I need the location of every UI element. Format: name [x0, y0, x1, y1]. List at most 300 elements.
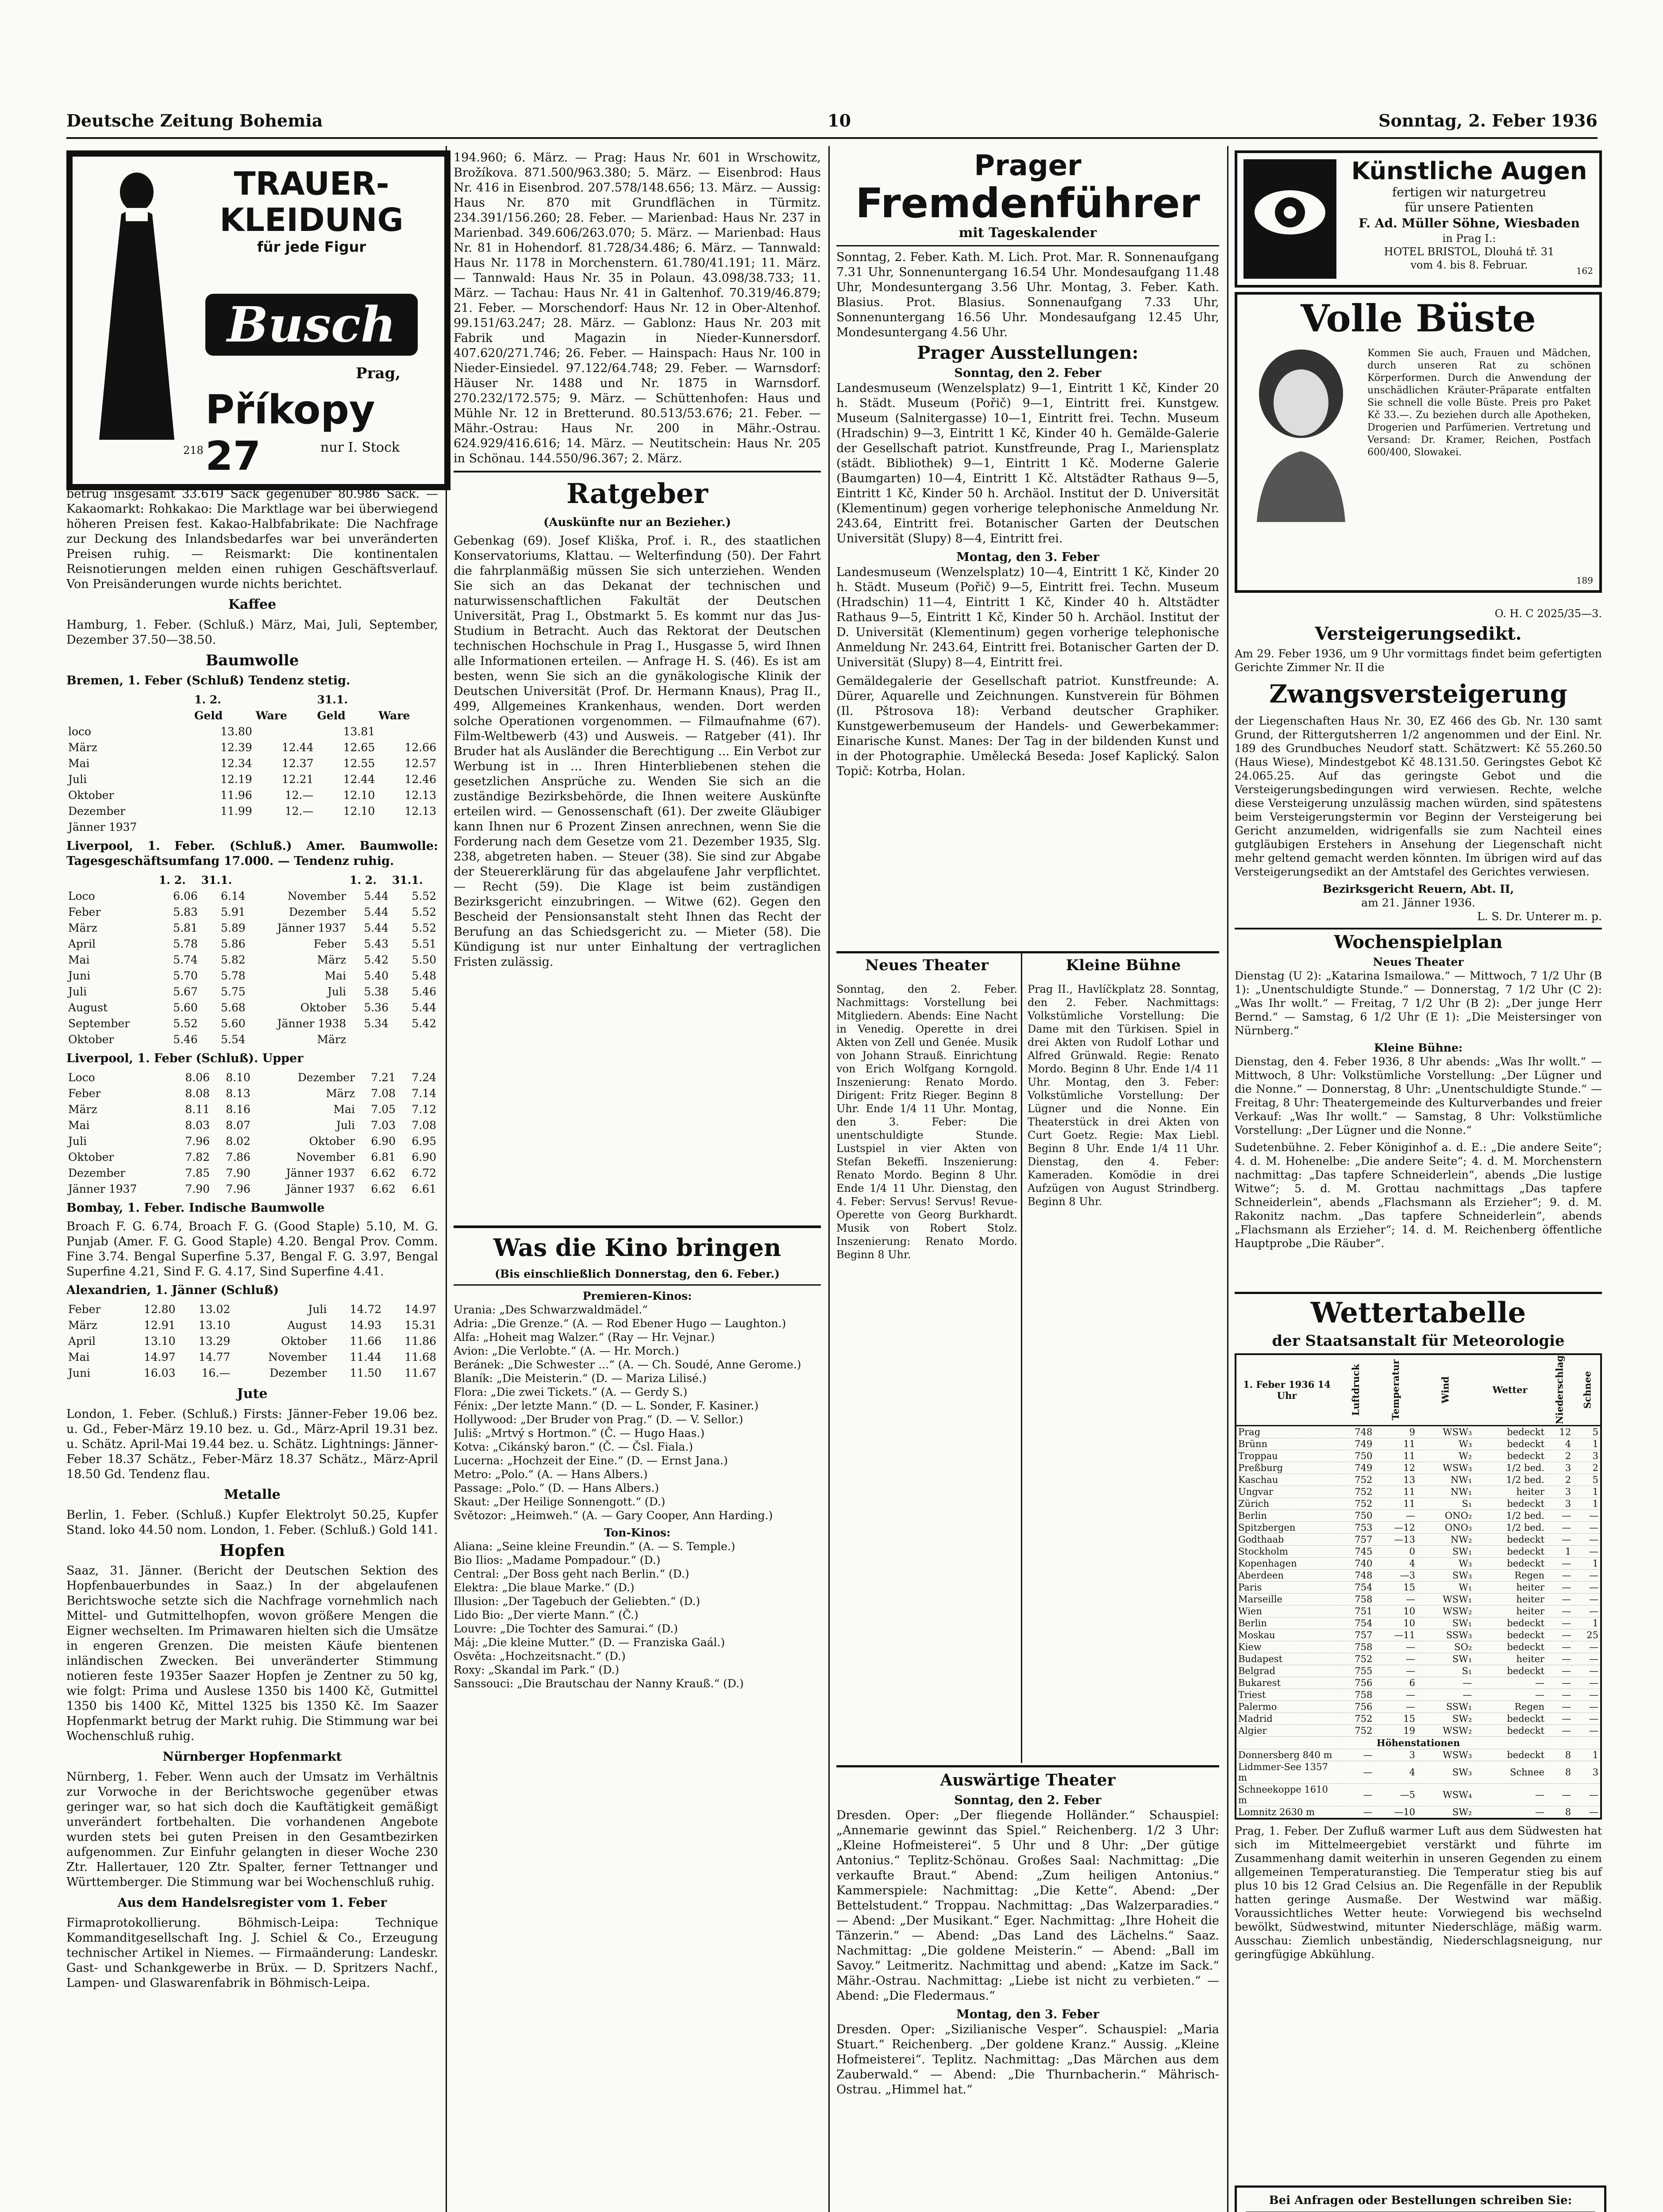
table-row	[66, 1133, 438, 1149]
table-cell: März	[326, 1087, 355, 1100]
table-cell: 12.66	[404, 741, 436, 754]
table-cell: Palermo	[1236, 1701, 1337, 1713]
table-cell: November	[287, 890, 346, 902]
metalle-text: Berlin, 1. Feber. (Schluß.) Kupfer Elektrolyt 50.25, Kupfer Stand. loko 44.50 nom. London, 1. Feber. (Schluß.) Gold 141.	[66, 1508, 438, 1537]
table-cell: SW₁	[1417, 1545, 1474, 1557]
table-row	[1236, 1474, 1601, 1486]
table-cell: 1	[1573, 1749, 1601, 1761]
table-cell: heiter	[1474, 1486, 1546, 1498]
table-cell: 753	[1337, 1521, 1374, 1533]
jute-heading: Jute	[237, 1386, 268, 1402]
table-cell: Jänner 1938	[277, 1017, 346, 1030]
table-cell: —	[1573, 1713, 1601, 1724]
wochen-neues-heading: Neues Theater	[1373, 956, 1464, 968]
table-cell: 5.44	[364, 906, 389, 918]
table-cell: 752	[1337, 1724, 1374, 1736]
table-cell: 758	[1337, 1593, 1374, 1605]
neues-theater-heading: Neues Theater	[865, 956, 989, 974]
table-cell: Moskau	[1236, 1629, 1337, 1641]
table-cell: SW₂	[1417, 1806, 1474, 1819]
table-cell: Oktober	[281, 1335, 327, 1348]
table-cell: Madrid	[1236, 1713, 1337, 1724]
table-cell: 750	[1337, 1509, 1374, 1521]
table-cell: 1	[1573, 1498, 1601, 1509]
augen-firm: F. Ad. Müller Söhne, Wiesbaden	[1359, 216, 1580, 230]
kalender-text: Sonntag, 2. Feber. Kath. M. Lich. Prot. Mar. R. Sonnenaufgang 7.31 Uhr, Sonnenuntergang 16.54 Uhr. Mondesaufgang 11.48 Uhr, Mondesuntergang 3.56 Uhr. Montag, 3. Feber. Kath. Blasius. Prot. Blasius. Sonnenaufgang 7.33 Uhr, Sonnenuntergang 16.56 Uhr. Mondesaufgang 12.45 Uhr, Mondesuntergang 4.56 Uhr.	[836, 250, 1219, 339]
table-row	[66, 1349, 438, 1365]
table-cell: Triest	[1236, 1689, 1337, 1701]
nurnberg-text: Nürnberg, 1. Feber. Wenn auch der Umsatz im Verhältnis zur Vorwoche in der Berichtswoche gegenüber etwas geringer war, so hat sich doch die Kauftätigkeit gemäßigt unverändert fortbehalten. Die vorhandenen Angebote wurden stets bei guten Preisen in den Gesamtbezirken aufgenommen. Zur Einfuhr gelangten in dieser Woche 230 Ztr. Hallertauer, 120 Ztr. Spalter, ferner Tettnanger und Württemberger. Die Stimmung war bei Wochenschluß ruhig.	[66, 1770, 438, 1889]
table-cell: Oktober	[68, 789, 114, 802]
table-cell: 11.67	[404, 1367, 436, 1379]
list-item: Fénix: „Der letzte Mann.“ (D. — L. Sonder, F. Kasiner.)	[454, 1399, 759, 1412]
table-header: 31.1.	[317, 693, 348, 706]
table-row	[1236, 1806, 1601, 1819]
table-cell: —	[1573, 1545, 1601, 1557]
indisch-heading: Bombay, 1. Feber. Indische Baumwolle	[66, 1201, 325, 1215]
table-cell: —	[1374, 1665, 1417, 1677]
table-cell: 11.50	[350, 1367, 382, 1379]
verst-text: Am 29. Feber 1936, um 9 Uhr vormittags findet beim gefertigten Gerichte Zimmer Nr. II die	[1235, 647, 1602, 674]
zwang-text: der Liegenschaften Haus Nr. 30, EZ 466 des Gb. Nr. 130 samt Grund, der Rittergutsherren 1/2 angenommen und der Einl. Nr. 189 des Grundbuches Neudorf statt. Schätzwert: Kč 55.260.50 (Haus Wiese), Mindestgebot Kč 48.131.50. Geringstes Gebot Kč 24.065.25. Auf das geringste Gebot und die Versteigerungsbedingungen wird verwiesen. Rechte, welche diese Versteigerung unzulässig machen würden, sind spätestens beim Versteigerungstermin vor Beginn der Versteigerung bei Gericht anzumelden, widrigenfalls sie zum Nachteil eines gutgläubigen Erstehers in Ansehung der Liegenschaft nicht mehr geltend gemacht werden könnten. Im übrigen wird auf das Versteigerungsedikt an der Amtstafel des Gerichtes verwiesen.	[1235, 714, 1602, 878]
kunstliche-augen-ad	[1235, 150, 1602, 296]
bremen-line: Bremen, 1. Feber (Schluß) Tendenz stetig.	[66, 674, 350, 687]
table-cell: Juni	[68, 969, 91, 982]
table-cell: 1/2 bed.	[1474, 1509, 1546, 1521]
table-header: Ware	[255, 709, 287, 722]
table-cell: 745	[1337, 1545, 1374, 1557]
table-cell: —	[1546, 1653, 1573, 1665]
list-item: Blaník: „Die Meisterin.“ (D. — Mariza Lilisé.)	[454, 1372, 707, 1385]
table-cell: 6.62	[371, 1183, 396, 1195]
table-cell: 2	[1546, 1450, 1573, 1462]
table-cell: Troppau	[1236, 1450, 1337, 1462]
table-cell: Mai	[68, 1119, 90, 1132]
table-row	[66, 803, 438, 819]
table-cell: 758	[1337, 1641, 1374, 1653]
table-cell: September	[68, 1017, 130, 1030]
table-cell	[390, 1032, 438, 1048]
table-cell: WSW₄	[1417, 1783, 1474, 1806]
table-cell: 5.46	[412, 985, 436, 998]
table-cell: Juli	[68, 1135, 87, 1148]
ratgeber-subheading: (Auskünfte nur an Bezieher.)	[543, 516, 731, 529]
table-cell: 6.95	[412, 1135, 436, 1148]
table-cell: NW₂	[1417, 1533, 1474, 1545]
premieren-heading: Premieren-Kinos:	[582, 1290, 692, 1302]
table-cell: 2	[1573, 1462, 1601, 1474]
table-cell: —	[1546, 1521, 1573, 1533]
table-cell: heiter	[1474, 1653, 1546, 1665]
buste-title: Volle Büste	[1301, 296, 1536, 340]
metalle-heading: Metalle	[224, 1487, 281, 1502]
table-cell: 12.34	[220, 757, 252, 770]
table-cell: 5	[1573, 1474, 1601, 1486]
table-cell: Juli	[327, 985, 346, 998]
table-cell: —	[1417, 1677, 1474, 1689]
table-cell: Dezember	[68, 805, 126, 818]
hohen-heading: Höhenstationen	[1236, 1736, 1601, 1749]
table-cell: 13	[1374, 1474, 1417, 1486]
table-row	[1236, 1653, 1601, 1665]
table-cell: 7.12	[412, 1103, 436, 1116]
table-cell: 8	[1546, 1806, 1573, 1819]
table-cell: 5.74	[173, 953, 198, 966]
table-cell: 13.81	[343, 725, 375, 738]
table-cell: 8.16	[226, 1103, 250, 1116]
table-header	[66, 872, 157, 888]
wochenspielplan-heading: Wochenspielplan	[1334, 932, 1503, 952]
list-item: Roxy: „Skandal im Park.“ (D.)	[454, 1663, 620, 1676]
ratgeber-text: Gebenkag (69). Josef Kliška, Prof. i. R., des staatlichen Konservatoriums, Klattau. — Welterfindung (50). Der Fahrt die fahrplanmäßig müssen Sie sich unterziehen. Wenden Sie sich an das Dekanat der technischen und naturwissenschaftlichen Fakultät der Deutschen Universität, Prag I., Obstmarkt 5. Es kommt nur das Jus-Studium in Betracht. Auch das Rektorat der Deutschen technischen Hochschule in Prag I., Husgasse 5, wird Ihnen alle Informationen erteilen. — Anfrage H. S. (46). Es ist am besten, wenn Sie sich an die gynäkologische Klinik der Deutschen Universität (Prof. Dr. Hermann Knaus), Prag II., 499, Allgemeines Krankenhaus, wenden. Dort werden solche Operationen vorgenommen. — Filmaufnahme (67). Film-Weltbewerb (43) und Ausweis. — Ratgeber (41). Ihr Bruder hat als Ausländer die Berechtigung ... Ein Verbot zur Werbung ist in ... Ihren Hinterbliebenen stehen die gesetzlichen Ansprüche zu. Wenden Sie sich an die zuständige Bezirksbehörde, die Ihnen weitere Auskünfte erteilen wird. — Genossenschaft (61). Der zweite Gläubiger kann Ihnen nur 6 Prozent Zinsen anrechnen, wenn Sie die Forderung nach dem Gesetze vom 21. Dezember 1935, Slg. 238, abgetreten haben. — Steuer (38). Sie sind zur Abgabe der Steuererklärung für das abgelaufene Jahr verpflichtet. — Recht (59). Die Klage ist beim zuständigen Bezirksgericht einzubringen. — Witwe (62). Gegen den Bescheid der Pensionsanstalt steht Ihnen das Recht der Berufung an das Schiedsgericht zu. — Mieter (58). Die Kündigung ist nur unter Einhaltung der vertraglichen Fristen zulässig.	[454, 534, 821, 969]
kaffee-heading: Kaffee	[228, 597, 277, 612]
list-item: Alfa: „Hoheit mag Walzer.“ (Ray — Hr. Vejnar.)	[454, 1331, 715, 1344]
market-intro: betrug insgesamt 33.619 Sack gegenüber 80.986 Sack. — Kakaomarkt: Rohkakao: Die Marktlage war bei überwiegend höheren Preisen fest. Kakao-Halbfabrikate: Die Nachfrage zur Deckung des Inlandsbedarfes war bei unveränderten Preisen ruhig. — Reismarkt: Die kontinentalen Reisnotierungen melden einen ruhigen Geschäftsverlauf. Von Preisänderungen wurde nichts berichtet.	[66, 487, 438, 591]
table-cell: —	[1546, 1783, 1573, 1806]
zwang-court: Bezirksgericht Reuern, Abt. II,	[1322, 883, 1514, 895]
table-cell: 6.62	[371, 1167, 396, 1179]
table-cell	[192, 819, 254, 835]
table-cell: 3	[1374, 1749, 1417, 1761]
table-header-row	[66, 692, 438, 708]
baumwolle-heading: Baumwolle	[205, 652, 299, 669]
table-cell: bedeckt	[1474, 1498, 1546, 1509]
kleine-buhne-section	[1028, 953, 1219, 1763]
table-cell: 5.60	[173, 1001, 198, 1014]
table-cell: 5.42	[412, 1017, 436, 1030]
table-row	[1236, 1498, 1601, 1509]
table-cell: 11.99	[220, 805, 252, 818]
table-cell: bedeckt	[1474, 1629, 1546, 1641]
table-cell: —	[1474, 1783, 1546, 1806]
table-header: Temperatur	[1390, 1359, 1401, 1421]
zwang-signature: L. S. Dr. Unterer m. p.	[1477, 910, 1602, 923]
wetter-table	[1235, 1353, 1602, 1820]
table-cell: Jänner 1937	[286, 1167, 355, 1179]
table-cell: bedeckt	[1474, 1557, 1546, 1569]
table-row	[1236, 1617, 1601, 1629]
table-cell: SW₁	[1417, 1617, 1474, 1629]
table-cell: —	[1546, 1605, 1573, 1617]
table-cell: März	[68, 1103, 97, 1116]
alex-table	[66, 1302, 438, 1381]
table-cell: 756	[1337, 1677, 1374, 1689]
table-cell: NW₁	[1417, 1486, 1474, 1498]
table-cell: 12.10	[343, 789, 375, 802]
table-cell: 5.40	[364, 969, 389, 982]
list-item: Illusion: „Der Tagebuch der Geliebten.“ (D.)	[454, 1595, 701, 1608]
table-cell: Juli	[68, 985, 87, 998]
table-cell: SW₃	[1417, 1569, 1474, 1581]
table-cell: 1/2 bed.	[1474, 1474, 1546, 1486]
table-cell: 11.66	[350, 1335, 382, 1348]
table-cell: —	[1474, 1677, 1546, 1689]
table-cell: WSW₁	[1417, 1593, 1474, 1605]
table-row	[66, 1165, 438, 1181]
table-cell: —	[1474, 1689, 1546, 1701]
table-cell: 12.13	[404, 789, 436, 802]
table-cell: Berlin	[1236, 1617, 1337, 1629]
liverpool-line: Liverpool, 1. Feber. (Schluß.) Amer. Baumwolle: Tagesgeschäftsumfang 17.000. — Tendenz ruhig.	[66, 839, 438, 868]
table-cell: 11.68	[404, 1351, 436, 1363]
table-cell: 14.77	[198, 1351, 231, 1363]
table-cell: W₃	[1417, 1557, 1474, 1569]
table-cell: 1	[1573, 1557, 1601, 1569]
table-cell: —	[1337, 1783, 1374, 1806]
table-cell: ONO₃	[1417, 1521, 1474, 1533]
table-cell: 3	[1546, 1486, 1573, 1498]
issue-date: Sonntag, 2. Feber 1936	[1378, 111, 1598, 131]
table-cell: 5.81	[173, 922, 198, 934]
table-cell: Mai	[324, 969, 346, 982]
table-cell: 13.10	[198, 1319, 231, 1332]
kino-column	[454, 1225, 821, 2212]
table-cell: —	[1573, 1806, 1601, 1819]
table-header: Schnee	[1582, 1371, 1593, 1409]
table-cell: bedeckt	[1474, 1533, 1546, 1545]
list-item: Máj: „Die kleine Mutter.“ (D. — Franziska Gaál.)	[454, 1636, 725, 1649]
list-item: Central: „Der Boss geht nach Berlin.“ (D.)	[454, 1567, 689, 1580]
table-cell: WSW₂	[1417, 1724, 1474, 1736]
table-cell: bedeckt	[1474, 1665, 1546, 1677]
table-cell: SW₂	[1417, 1713, 1474, 1724]
table-cell: Dezember	[297, 1071, 355, 1084]
table-cell: —	[1573, 1724, 1601, 1736]
auswartige-montag-heading: Montag, den 3. Feber	[956, 2008, 1099, 2021]
table-cell: bedeckt	[1474, 1425, 1546, 1438]
table-cell: 5.60	[221, 1017, 246, 1030]
table-cell: Preßburg	[1236, 1462, 1337, 1474]
auswartige-montag-text: Dresden. Oper: „Sizilianische Vesper“. Schauspiel: „Maria Stuart.“ Reichenberg. „Der goldene Kranz.“ Aussig. „Kleine Hofmeisterei“. Teplitz. Nachmittag: „Das Märchen aus dem Zauberwald.“ — Abend: „Die Thurnbacherin.“ Mährisch-Ostrau. „Himmel hat.“	[836, 2023, 1219, 2097]
table-cell: —	[1374, 1641, 1417, 1653]
table-row	[66, 724, 438, 740]
table-cell: 12.65	[343, 741, 375, 754]
fremden-title-2: Fremdenführer	[855, 180, 1200, 227]
table-cell	[315, 819, 377, 835]
table-cell: W₂	[1417, 1450, 1474, 1462]
table-cell: 7.08	[371, 1087, 396, 1100]
table-cell: Stockholm	[1236, 1545, 1337, 1557]
table-cell: 752	[1337, 1486, 1374, 1498]
market-column	[66, 487, 438, 2212]
list-item: Sanssouci: „Die Brautschau der Nanny Krauß.“ (D.)	[454, 1677, 744, 1690]
table-row	[66, 952, 438, 968]
table-row	[66, 1181, 438, 1197]
table-row	[66, 1016, 438, 1032]
wetter-subheading: der Staatsanstalt für Meteorologie	[1272, 1332, 1565, 1350]
registry-heading: Aus dem Handelsregister vom 1. Feber	[117, 1895, 387, 1910]
table-cell: Prag	[1236, 1425, 1337, 1438]
table-cell: Regen	[1474, 1701, 1546, 1713]
table-cell	[348, 1032, 390, 1048]
table-cell: 12.21	[281, 773, 314, 786]
egypt-table	[66, 1070, 438, 1197]
table-cell: Mai	[333, 1103, 355, 1116]
table-cell: WSW₂	[1417, 1605, 1474, 1617]
table-cell: 5.68	[221, 1001, 246, 1014]
table-cell: —	[1546, 1569, 1573, 1581]
table-cell: 8.07	[226, 1119, 250, 1132]
table-cell: —	[1546, 1641, 1573, 1653]
table-cell: 6.06	[173, 890, 198, 902]
column-rule-3	[1227, 146, 1228, 2212]
registry-text: Firmaprotokollierung. Böhmisch-Leipa: Technique Kommanditgesellschaft Ing. J. Schiel & Co., Erzeugung technischer Artikel in Niemes. — Firmaänderung: Landeskr. Gast- und Schankgewerbe in Brüx. — D. Spritzers Nachf., Lampen- und Glaswarenfabrik in Böhmisch-Leipa.	[66, 1916, 438, 1990]
table-cell: 5.42	[364, 953, 389, 966]
table-cell: Oktober	[68, 1151, 114, 1164]
masthead: Deutsche Zeitung Bohemia	[66, 111, 323, 131]
table-cell: 7.08	[412, 1119, 436, 1132]
table-cell: —	[1546, 1629, 1573, 1641]
table-cell: 1	[1546, 1545, 1573, 1557]
table-cell: —	[1417, 1689, 1474, 1701]
table-cell: 7.86	[226, 1151, 250, 1164]
table-cell: 5.70	[173, 969, 198, 982]
sonntag-heading: Sonntag, den 2. Feber	[954, 366, 1101, 380]
ad-subtitle: für jede Figur	[257, 238, 366, 255]
table-cell: Oktober	[300, 1001, 346, 1014]
table-cell: Marseille	[1236, 1593, 1337, 1605]
table-cell: 5.38	[364, 985, 389, 998]
list-item: Urania: „Des Schwarzwaldmädel.“	[454, 1303, 648, 1316]
table-row	[1236, 1641, 1601, 1653]
auswartige-sonntag-text: Dresden. Oper: „Der fliegende Holländer.“ Schauspiel: „Annemarie gewinnt das Spiel.“ Reichenberg. 1/2 3 Uhr: „Kleine Hofmeisterei“. 5 Uhr und 8 Uhr: „Der gütige Antonius.“ Teplitz-Schönau. Großes Saal: Nachmittag: „Die verkaufte Braut.“ Abend: „Zum heiligen Antonius.“ Kammerspiele: Nachmittag: „Die Kette“. Abend: „Der Bettelstudent.“ Troppau. Nachmittag: „Das Walzerparadies.“ — Abend: „Der Musikant.“ Eger. Nachmittag: „Ihre Hoheit die Tänzerin.“ — Abend: „Das Land des Lächelns.“ Saaz. Nachmittag: „Die goldene Meisterin.“ — Abend: „Ball im Savoy.“ Leitmeritz. Nachmittag und abend: „Katze im Sack.“ Mähr.-Ostrau. Nachmittag: „Liebe ist nicht zu verbieten.“ — Abend: „Die Fledermaus.“	[836, 1809, 1219, 2003]
table-cell: 7.24	[412, 1071, 436, 1084]
sonntag-text: Landesmuseum (Wenzelsplatz) 9—1, Eintritt 1 Kč, Kinder 20 h. Städt. Museum (Pořič) 9—1, Eintritt frei. Kunstgew. Museum (Salnitergasse) 10—1, Eintritt frei. Techn. Museum (Hradschin) 9—3, Eintritt 1 Kč, Kinder 40 h. Gemälde-Galerie der Gesellschaft patriot. Kunstfreunde, Prag I., Mariensplatz (städt. Bibliothek) 9—1, Eintritt 1 Kč. Moderne Galerie (Baumgarten) 10—4, Eintritt 1 Kč. Altstädter Rathaus 9—5, Eintritt 1 Kč, Kinder 50 h. Archäol. Institut der D. Universität (Klementinum) gegen vorherige telephonische Anmeldung Nr. 243.64, Eintritt frei. Botanischer Garten der Deutschen Universität (Slupy) 8—4, Eintritt frei.	[836, 381, 1219, 545]
table-cell: Mai	[68, 757, 90, 770]
table-cell: 19	[1374, 1724, 1417, 1736]
table-cell: S₁	[1417, 1498, 1474, 1509]
table-cell	[254, 819, 316, 835]
table-cell: 13.29	[198, 1335, 231, 1348]
page-number: 10	[828, 111, 851, 131]
table-header: Geld	[317, 709, 346, 722]
table-cell: 752	[1337, 1498, 1374, 1509]
table-cell: Ungvar	[1236, 1486, 1337, 1498]
table-cell: —	[1573, 1665, 1601, 1677]
table-cell: Juli	[308, 1303, 327, 1316]
table-cell: 11	[1374, 1450, 1417, 1462]
table-cell: —	[1374, 1689, 1417, 1701]
table-cell: 7.03	[371, 1119, 396, 1132]
table-cell: 7.90	[226, 1167, 250, 1179]
table-cell: 11	[1374, 1438, 1417, 1450]
table-cell: Dezember	[289, 906, 346, 918]
tonkino-list	[454, 1540, 821, 1690]
table-row	[1236, 1486, 1601, 1498]
table-cell: 5.91	[221, 906, 246, 918]
hopfen-heading: Hopfen	[219, 1541, 285, 1560]
table-cell: März	[68, 741, 97, 754]
table-cell: 12.46	[404, 773, 436, 786]
table-cell: —	[1546, 1689, 1573, 1701]
table-cell: 755	[1337, 1665, 1374, 1677]
table-row	[1236, 1545, 1601, 1557]
table-cell: —	[1546, 1557, 1573, 1569]
list-item: Adria: „Die Grenze.“ (A. — Rod Ebener Hugo — Laughton.)	[454, 1317, 786, 1330]
augen-title: Künstliche Augen	[1351, 157, 1587, 185]
table-cell: —	[1546, 1617, 1573, 1629]
ad-street: Příkopy 27	[205, 387, 375, 480]
table-cell: NW₁	[1417, 1474, 1474, 1486]
table-cell: 5.50	[412, 953, 436, 966]
table-row	[66, 920, 438, 936]
table-cell: 15.31	[404, 1319, 436, 1332]
table-cell: W₃	[1417, 1438, 1474, 1450]
table-cell: SSW₃	[1417, 1629, 1474, 1641]
table-row	[1236, 1701, 1601, 1713]
table-row	[66, 1070, 438, 1086]
table-cell: —	[1374, 1509, 1417, 1521]
table-cell: 5.83	[173, 906, 198, 918]
table-row	[1236, 1581, 1601, 1593]
table-cell: —	[1546, 1509, 1573, 1521]
woman-portrait-illustration	[1243, 345, 1359, 522]
table-cell: 757	[1337, 1629, 1374, 1641]
table-cell: 5.44	[412, 1001, 436, 1014]
table-cell: Algier	[1236, 1724, 1337, 1736]
table-cell: Juli	[68, 773, 87, 786]
wetter-text: Prag, 1. Feber. Der Zufluß warmer Luft aus dem Südwesten hat sich im Mittelmeergebiet verstärkt und führte im Zusammenhang damit weiterhin in unseren Gegenden zu einem allgemeinen Temperaturanstieg. Die Temperatur stieg bis auf plus 10 bis 12 Grad Celsius an. Die Regenfälle in der Republik hatten geringe Ausmaße. Der Westwind war mäßig. Voraussichtliches Wetter heute: Vorwiegend bis wechselnd bewölkt, Südwestwind, mitunter Niederschläge, mäßig warm. Ausschau: Ziemlich unbeständig, Niederschlagsneigung, nur geringfügige Abkühlung.	[1235, 1824, 1602, 1961]
table-cell: —	[1573, 1641, 1601, 1653]
table-cell: 5.34	[364, 1017, 389, 1030]
table-cell: 5.43	[364, 937, 389, 950]
egypt-line: Liverpool, 1. Feber (Schluß). Upper	[66, 1052, 304, 1065]
table-cell: bedeckt	[1474, 1617, 1546, 1629]
table-cell: 4	[1546, 1438, 1573, 1450]
table-cell: Jänner 1937	[68, 821, 137, 833]
table-cell: 5.46	[173, 1033, 198, 1046]
kaffee-text: Hamburg, 1. Feber. (Schluß.) März, Mai, Juli, September, Dezember 37.50—38.50.	[66, 618, 438, 647]
table-cell: 11.44	[350, 1351, 382, 1363]
verst-heading: Versteigerungsedikt.	[1315, 623, 1522, 644]
ad-brand: Busch	[205, 294, 418, 356]
table-cell: heiter	[1474, 1581, 1546, 1593]
table-cell: Mai	[68, 1351, 90, 1363]
list-item: Bio Ilios: „Madame Pompadour.“ (D.)	[454, 1554, 661, 1567]
table-row	[66, 740, 438, 756]
table-cell: Dezember	[68, 1167, 126, 1179]
table-cell: März	[68, 922, 97, 934]
table-cell: —	[1546, 1665, 1573, 1677]
table-cell: November	[296, 1151, 355, 1164]
table-cell: 5.82	[221, 953, 246, 966]
table-cell: 6	[1374, 1677, 1417, 1689]
table-cell: —3	[1374, 1569, 1417, 1581]
table-cell: 12.19	[220, 773, 252, 786]
table-row	[66, 1102, 438, 1118]
table-cell: WSW₃	[1417, 1749, 1474, 1761]
table-cell: Belgrad	[1236, 1665, 1337, 1677]
table-cell: 12.39	[220, 741, 252, 754]
table-cell: 11.96	[220, 789, 252, 802]
table-cell: 5.54	[221, 1033, 246, 1046]
table-cell: 14.97	[404, 1303, 436, 1316]
list-item: Avion: „Die Verlobte.“ (A. — Hr. Morch.)	[454, 1344, 679, 1357]
table-cell: 752	[1337, 1653, 1374, 1665]
table-cell: WSW₃	[1417, 1425, 1474, 1438]
table-cell: 6.14	[221, 890, 246, 902]
table-cell: Oktober	[68, 1033, 114, 1046]
list-item: Louvre: „Die Tochter des Samurai.“ (D.)	[454, 1622, 678, 1635]
table-cell: 750	[1337, 1450, 1374, 1462]
table-cell: 7.21	[371, 1071, 396, 1084]
auswartige-heading: Auswärtige Theater	[940, 1771, 1116, 1790]
table-cell: April	[68, 937, 96, 950]
list-item: Hollywood: „Der Bruder von Prag.“ (D. — V. Sellor.)	[454, 1413, 743, 1426]
table-row	[1236, 1533, 1601, 1545]
table-header	[66, 692, 192, 708]
table-header: Niederschlag	[1554, 1355, 1565, 1425]
